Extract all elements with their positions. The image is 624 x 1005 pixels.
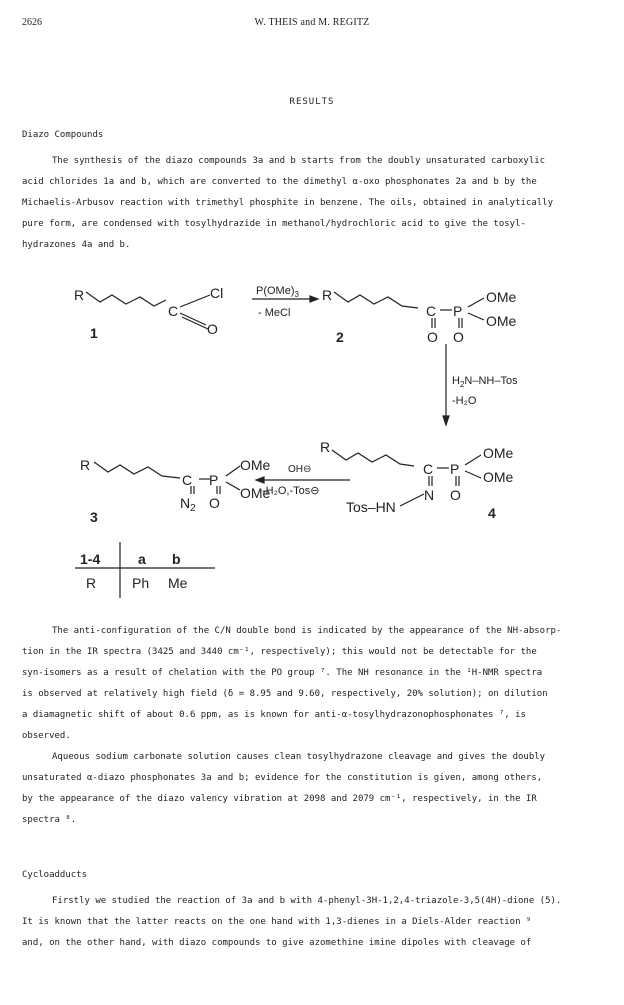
atom-o-2b: O: [453, 329, 464, 345]
diazo-n2: $N_2$: [180, 495, 196, 514]
text-line: and, on the other hand, with diazo compounds to give azomethine imine dipoles with cleavage of: [22, 938, 532, 948]
atom-o-1: O: [207, 321, 218, 337]
reagent-hydroxide: OH⊖: [288, 464, 312, 475]
text-line: The synthesis of the diazo compounds 3a and b starts from the doubly unsaturated carboxylic: [52, 156, 546, 166]
text-line: The anti-configuration of the C/N double bond is indicated by the appearance of the NH-absorp-: [52, 626, 562, 636]
ome-4b: OMe: [483, 469, 514, 485]
table-header-label: 1-4: [80, 551, 101, 567]
text-line: Michaelis-Arbusov reaction with trimethyl phosphite in benzene. The oils, obtained in analytically: [22, 198, 554, 208]
paragraph-1: [22, 151, 600, 256]
compound-label-3: 3: [90, 509, 98, 525]
atom-c-1: C: [168, 303, 179, 319]
text-line: hydrazones 4a and b.: [22, 240, 131, 250]
compound-label-2: 2: [336, 329, 344, 345]
section-title: RESULTS: [289, 97, 335, 107]
ome-2a: OMe: [486, 289, 517, 305]
text-line: spectra ⁸.: [22, 815, 77, 825]
atom-o-3: O: [209, 495, 220, 511]
reagent-trimethyl-phosphite: $P(OMe)_3$: [256, 285, 299, 299]
table-col-b: b: [172, 551, 181, 567]
atom-c-4: C: [423, 461, 434, 477]
atom-n-4: N: [424, 487, 435, 503]
text-line: observed.: [22, 731, 71, 741]
table-row-label: R: [86, 575, 97, 591]
compound-label-1: 1: [90, 325, 98, 341]
text-line: is observed at relatively high field (δ = 8.95 and 9.60, respectively, 20% solution); on dilution: [22, 689, 548, 699]
subsection-cycloadducts: Cycloadducts: [22, 870, 88, 880]
r-group-1: R: [74, 287, 85, 303]
compound-label-4: 4: [488, 505, 496, 521]
text-line: by the appearance of the diazo valency vibration at 2098 and 2079 cm⁻¹, respectively, in the IR: [22, 794, 537, 804]
atom-c-2: C: [426, 303, 437, 319]
atom-o-2a: O: [427, 329, 438, 345]
text-line: a diamagnetic shift of about 0.6 ppm, as is known for anti-α-tosylhydrazonophosphonates ⁷, is: [22, 710, 526, 720]
ome-4a: OMe: [483, 445, 514, 461]
tos-hn: Tos–HN: [346, 499, 396, 515]
table-col-a: a: [138, 551, 146, 567]
text-line: pure form, are condensed with tosylhydrazide in methanol/hydrochloric acid to give the tosyl-: [22, 219, 526, 229]
text-line: Aqueous sodium carbonate solution causes clean tosylhydrazone cleavage and gives the doubly: [52, 752, 546, 762]
reagent-minus-water-tos: -H₂O,-Tos⊖: [262, 485, 320, 497]
reagent-minus-mecl: - MeCl: [258, 307, 291, 319]
text-line: syn-isomers as a result of chelation with the PO group ⁷. The NH resonance in the ¹H-NMR spectra: [22, 668, 543, 678]
atom-cl: Cl: [210, 285, 224, 301]
table-value-a: Ph: [132, 575, 150, 591]
r-group-2: R: [322, 287, 333, 303]
reagent-minus-water: -H₂O: [452, 395, 477, 407]
reagent-tosylhydrazide: $H_2N-NH$–Tos: [452, 375, 518, 389]
r-group-3: R: [80, 457, 91, 473]
text-line: acid chlorides 1a and b, which are converted to the dimethyl α-oxo phosphonates 2a and b by the: [22, 177, 537, 187]
text-line: unsaturated α-diazo phosphonates 3a and b; evidence for the constitution is given, among others,: [22, 773, 543, 783]
reaction-scheme: [0, 280, 624, 605]
chain-1: [86, 292, 166, 306]
ome-3b: OMe: [240, 485, 271, 501]
atom-c-3: C: [182, 472, 193, 488]
ome-3a: OMe: [240, 457, 271, 473]
text-line: It is known that the latter reacts on the one hand with 1,3-dienes in a Diels-Alder reaction ⁹: [22, 917, 532, 927]
page-number: 2626: [22, 17, 42, 28]
r-group-4: R: [320, 439, 331, 455]
atom-o-4: O: [450, 487, 461, 503]
running-head: W. THEIS and M. REGITZ: [254, 17, 370, 28]
atom-p-2: P: [453, 303, 463, 319]
paragraph-3: [22, 747, 600, 831]
subsection-diazo-compounds: Diazo Compounds: [22, 130, 104, 140]
table-value-b: Me: [168, 575, 188, 591]
paragraph-2: [22, 621, 600, 747]
ome-2b: OMe: [486, 313, 517, 329]
text-line: Firstly we studied the reaction of 3a and b with 4-phenyl-3H-1,2,4-triazole-3,5(4H)-dione (5).: [52, 896, 562, 906]
paragraph-4: [22, 891, 600, 954]
atom-p-4: P: [450, 461, 460, 477]
atom-p-3: P: [209, 472, 219, 488]
text-line: tion in the IR spectra (3425 and 3440 cm⁻¹, respectively); this would not be detectable for the: [22, 647, 537, 657]
